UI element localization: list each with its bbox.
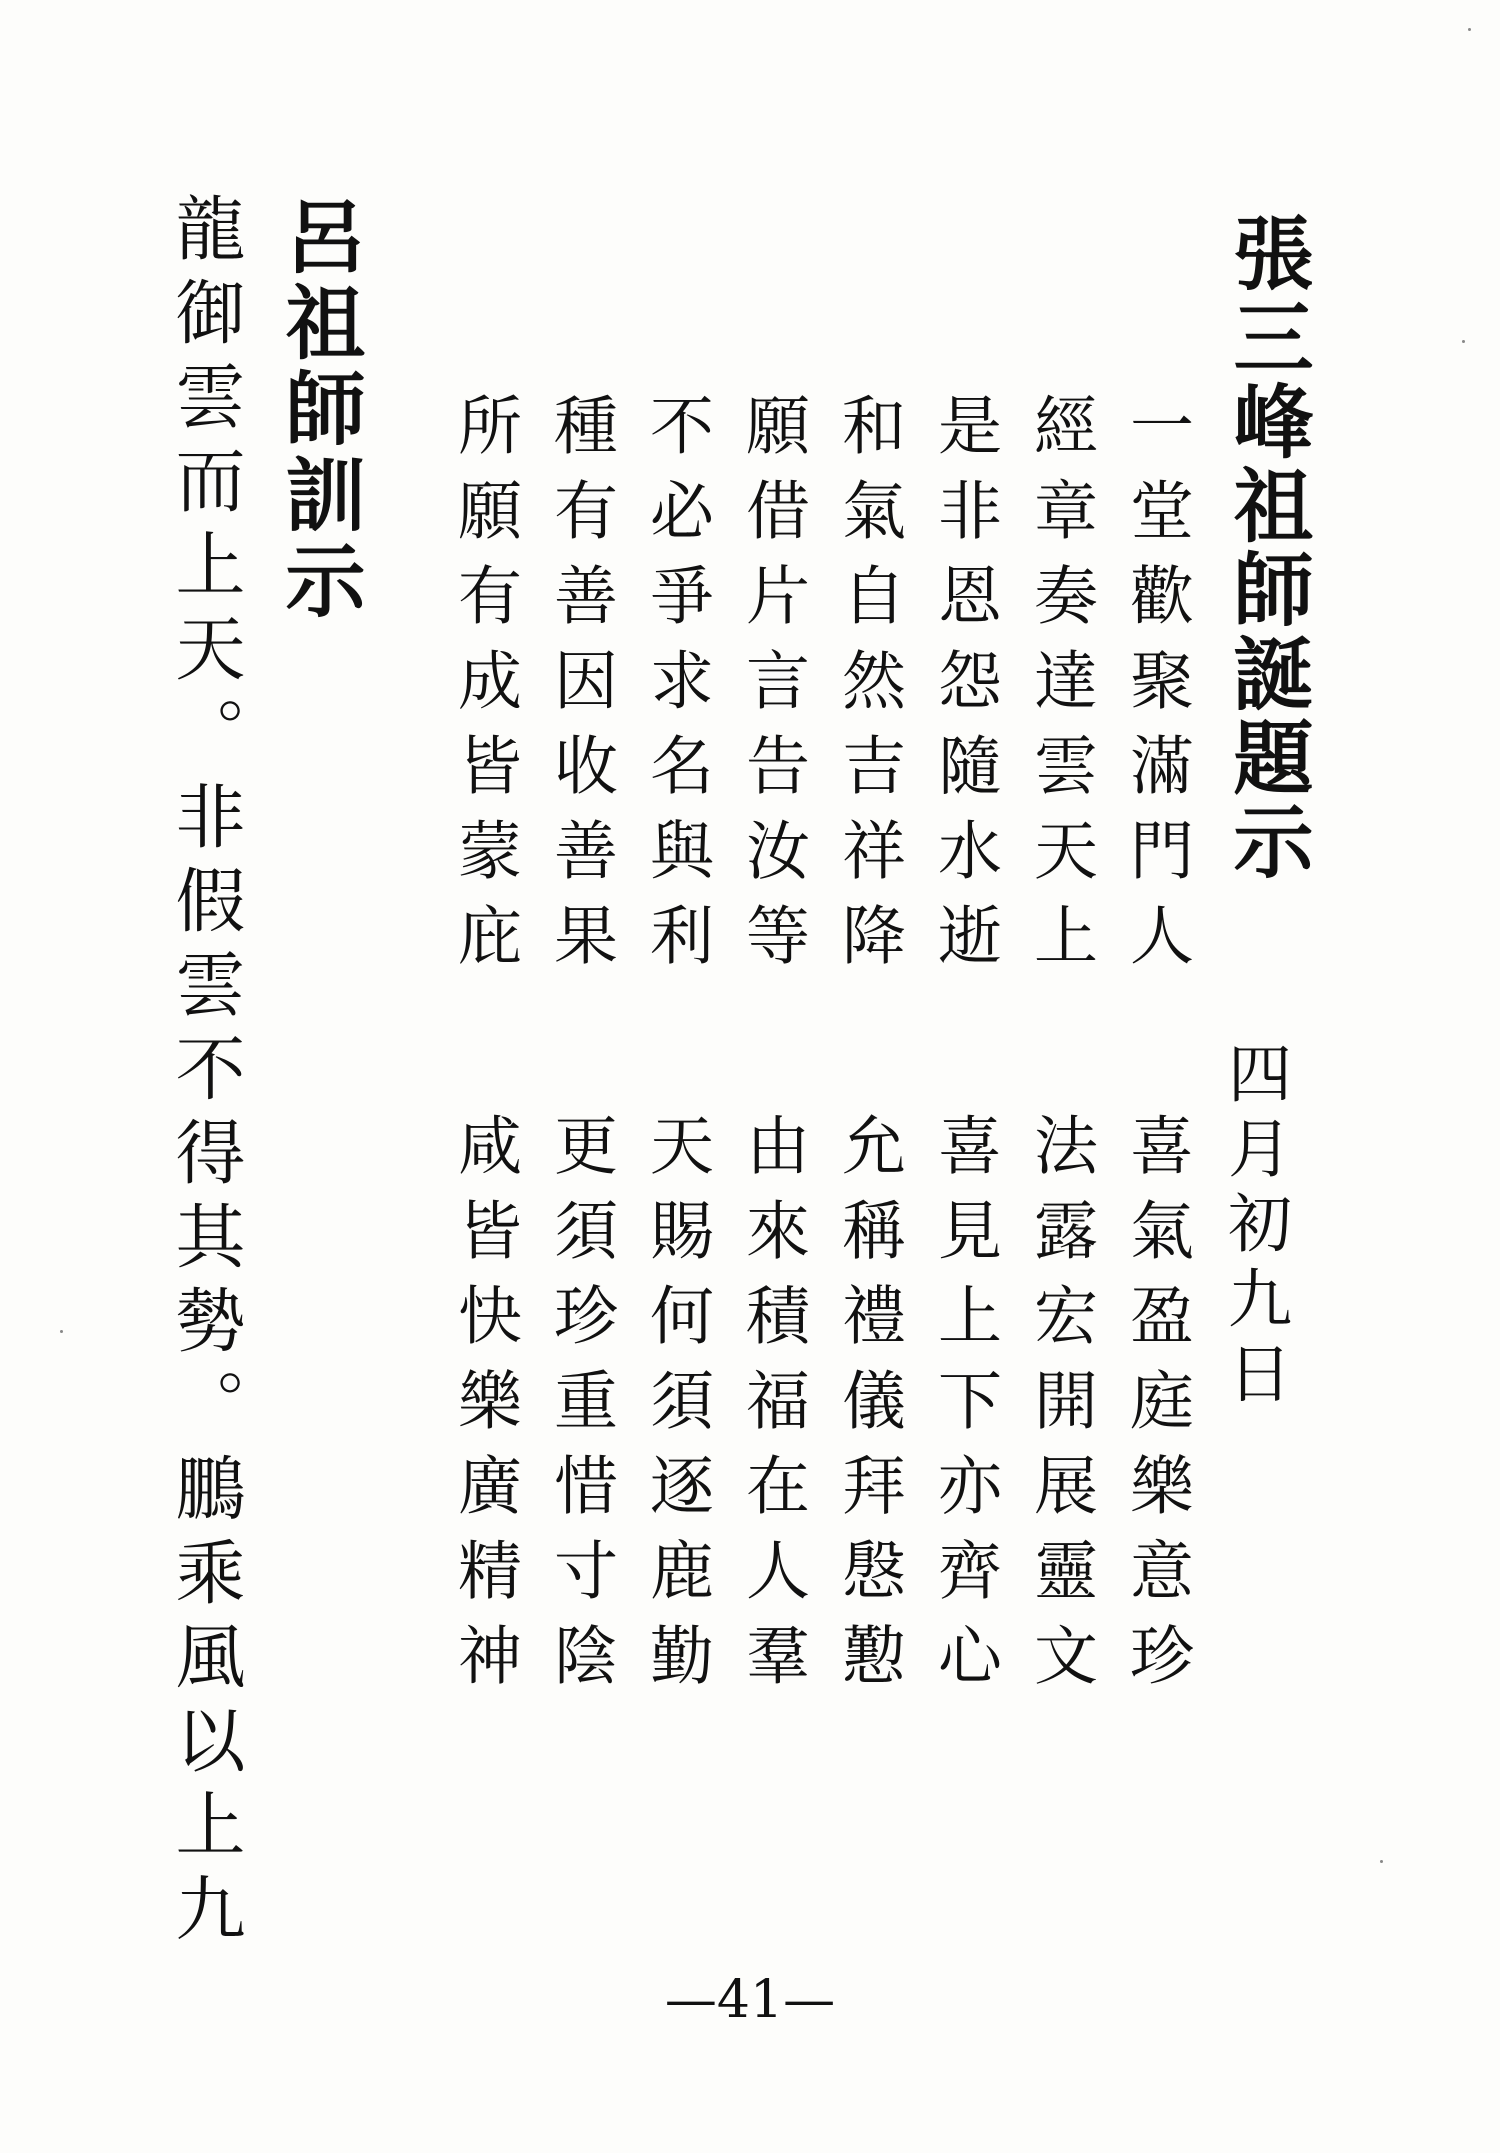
verse-line: 喜氣盈庭樂意珍 bbox=[1119, 1112, 1193, 1707]
section-title-lu-zu: 呂祖師訓示 bbox=[272, 195, 365, 625]
verse-line: 經章奏達雲天上 bbox=[1023, 392, 1097, 987]
verse-line: 允稱禮儀拜慇懃 bbox=[831, 1112, 905, 1707]
verse-line: 由來積福在人羣 bbox=[735, 1112, 809, 1707]
verse-line: 喜見上下亦齊心 bbox=[927, 1112, 1001, 1707]
verse-line: 咸皆快樂廣精神 bbox=[447, 1112, 521, 1707]
page-number: —41— bbox=[664, 1970, 836, 2030]
verse-line: 願借片言告汝等 bbox=[735, 392, 809, 987]
section-title-zhang-sanfeng: 張三峰祖師誕題示 bbox=[1220, 212, 1313, 884]
scan-speck bbox=[1380, 1860, 1383, 1863]
teaching-text: 龍御雲而上天。非假雲不得其勢。鵬乘風以上九 bbox=[164, 192, 246, 1956]
scan-speck bbox=[60, 1330, 63, 1333]
verse-line: 一堂歡聚滿門人 bbox=[1119, 392, 1193, 987]
verse-line: 所願有成皆蒙庇 bbox=[447, 392, 521, 987]
verse-line: 和氣自然吉祥降 bbox=[831, 392, 905, 987]
verse-line: 是非恩怨隨水逝 bbox=[927, 392, 1001, 987]
verse-line: 更須珍重惜寸陰 bbox=[543, 1112, 617, 1707]
verse-line: 天賜何須逐鹿勤 bbox=[639, 1112, 713, 1707]
scan-speck bbox=[1468, 28, 1471, 31]
verse-line: 種有善因收善果 bbox=[543, 392, 617, 987]
date-label: 四月初九日 bbox=[1217, 1040, 1291, 1415]
scan-speck bbox=[1462, 340, 1465, 343]
verse-line: 不必爭求名與利 bbox=[639, 392, 713, 987]
verse-line: 法露宏開展靈文 bbox=[1023, 1112, 1097, 1707]
